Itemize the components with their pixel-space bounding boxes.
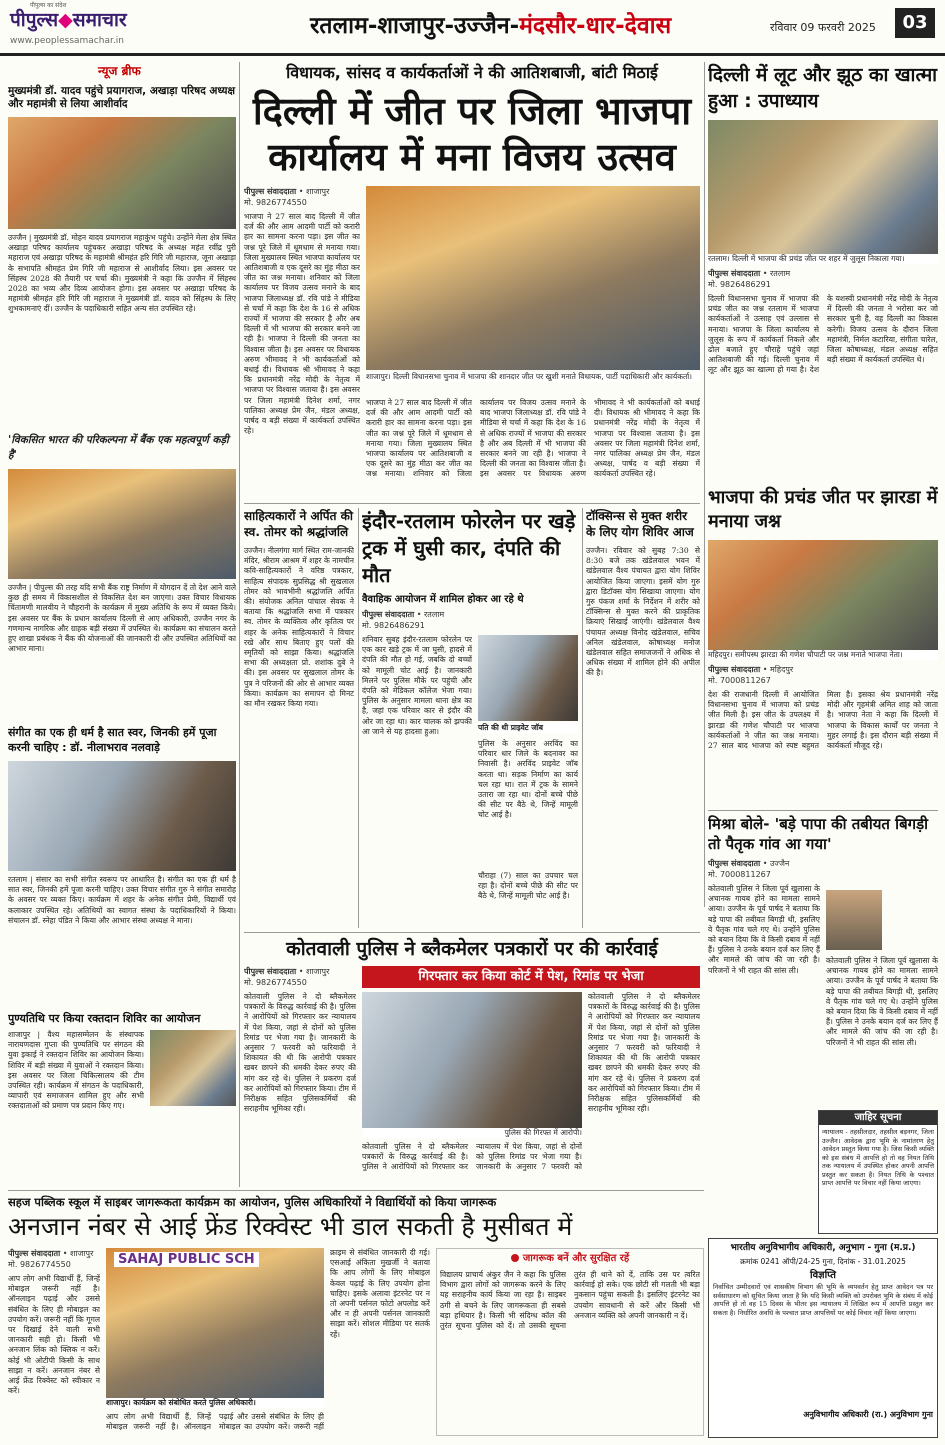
awareness-box — [436, 1248, 704, 1436]
awareness-text-1: विद्यालय प्राचार्य अंकुर जैन ने कहा कि पुलिस विभाग द्वारा लोगों को जागरूक करने के लिए यह सराहनीय कार्य किया जा रहा है। साइबर ठगी से बचने के लिए जागरूकता ही सबसे बड़ा हथियार है। किसी भी संदिग्ध कॉल की तुरंत सूचना पुलिस को दें। — [440, 1270, 566, 1331]
cyber-story — [8, 1194, 704, 1442]
fourlane-story — [362, 508, 578, 928]
kotwali-photo — [362, 992, 582, 1128]
mishra-photo — [826, 890, 882, 950]
tribute-body: उज्जैन। नीलगंगा मार्ग स्थित राम-जानकी मंदिर, श्रीराम आश्रम में शहर के नामचीन कवि-साहित्यकारों ने वरिष्ठ पत्रकार, साहित्य संपादक सुप्रसिद्ध श्री सुखलाल तोमर को भावभीनी श्रद्धांजलि अर्पित की। संयोजक अनिल पांचाल सेवक ने बताया कि श्रद्धांजलि सभा में पत्रकार स्व. तोमर के व्यक्तित्व और कृतित्व पर शहर के अनेक साहित्यकारों ने विचार रखे और साथ बिताए हुए पलों की स्मृतियों को साझा किया। श्रद्धांजलि सभा की अध्यक्षता प्रो. शशांक दुबे ने की। इस अवसर पर सुखलाल तोमर के पुत्र ने परिजनों की ओर से आभार व्यक्त किया। कार्यक्रम का समापन दो मिनट का मौन रखकर किया गया। — [244, 546, 354, 709]
story1-body: उज्जैन | मुख्यमंत्री डॉ. मोहन यादव प्रयागराज महाकुंभ पहुंचे। उन्होंने मेला क्षेत्र स्थित अखाड़ा परिषद कार्यालय पहुंचकर अखाड़ा परिषद के अध्यक्ष महंत रवींद्र पुरी महाराज एवं अखाड़ा परिषद के महामंत्री श्रीमहंत हरि गिरि जी महाराज, जूना अखाड़ा के सभापति श्रीमहंत प्रेम गिरि जी महाराज से आशीर्वाद लिया। इस अवसर पर सिंहस्थ 2028 की तैयारी पर चर्चा की। मुख्यमंत्री ने कहा कि उज्जैन में सिंहस्थ 2028 का भव्य और दिव्य आयोजन होगा। इस अवसर पर अखाड़ा परिषद के महामंत्री श्रीमहंत हरि गिरि जी महाराज ने मुख्यमंत्री डॉ. यादव को सिंहस्थ के लिए शुभकामनाएं दीं। उज्जैन के पदाधिकारी सहित अन्य संत उपस्थित रहे। — [8, 233, 236, 314]
mishra-byline: पीपुल्स संवाददाता • उज्जैन — [708, 859, 790, 868]
tender-head: भारतीय अनुविभागीय अधिकारी, अनुभाग - गुना (म.प्र.) — [730, 1243, 916, 1253]
fourlane-body3: चौराहा (7) साल का उपचार चल रहा है। दोनों बच्चे पीछे की सीट पर बैठे थे, जिन्हें मामूली चोट आई है। — [478, 871, 578, 901]
byline-tag: पीपुल्स संवाददाता — [362, 610, 415, 619]
newspaper-logo[interactable]: पीपुल्स◆समाचार — [10, 9, 127, 31]
news-brief-label: न्यूज ब्रीफ — [98, 64, 141, 78]
tagline: पीपुल्स का संदेश — [30, 2, 67, 9]
yoga-headline[interactable]: टॉक्सिन्स से मुक्त शरीर के लिए योग शिविर आज — [586, 509, 694, 539]
story4-body: शाजापुर | वैश्य महासम्मेलन के संस्थापक नारायणदास गुप्ता की पुण्यतिथि पर संगठन की युवा इकाई ने रक्तदान शिविर का आयोजन किया। शिविर में बड़ी संख्या में युवाओं ने रक्तदान किया। इस अवसर पर जिला चिकित्सालय की टीम उपस्थित रही। कार्यक्रम में संगठन के पदाधिकारी, व्यापारी एवं समाजजन शामिल हुए और सभी रक्तदाताओं को प्रमाण पत्र प्रदान किए गए। — [8, 1030, 144, 1111]
story1-headline[interactable]: मुख्यमंत्री डॉ. यादव पहुंचे प्रयागराज, अखाड़ा परिषद अध्यक्ष और महामंत्री से लिया आशीर्वाद — [8, 85, 236, 110]
jharda-headline[interactable]: भाजपा की प्रचंड जीत पर झारडा में मनाया जश्न — [708, 487, 938, 532]
mishra-story — [708, 814, 938, 1104]
section-rule — [708, 810, 938, 811]
lead-byline: पीपुल्स संवाददाता • शाजापुर — [244, 187, 330, 196]
yoga-story — [586, 508, 700, 928]
cyber-photo — [106, 1248, 324, 1398]
right-top-story — [708, 62, 938, 480]
masthead — [0, 0, 945, 56]
right-top-body: दिल्ली विधानसभा चुनाव में भाजपा की प्रचंड जीत का जश्न रतलाम में भाजपा कार्यकर्ताओं ने उत्साह एवं उल्लास से मनाया। भाजपा के जिला कार्यालय से जुलूस के रूप में कार्यकर्ता निकले और ढोल बजाते हुए चौराहे पहुंचे जहां आतिशबाजी की गई। दिल्ली चुनाव में लूट और झूठ का खात्मा हो गया है। देश के यशस्वी प्रधानमंत्री नरेंद्र मोदी के नेतृत्व में दिल्ली की जनता ने भरोसा कर जो सरकार चुनी है, वह दिल्ली का विकास करेगी। विजय उत्सव के दौरान जिला महामंत्री, निर्मल कटारिया, संगीता चारेल, जिला कोषाध्यक्ष, मंडल अध्यक्ष सहित बड़ी संख्या में कार्यकर्ता उपस्थित थे। — [708, 294, 938, 375]
column-rule — [582, 508, 583, 928]
lead-kicker: विधायक, सांसद व कार्यकर्ताओं ने की आतिशबाजी, बांटी मिठाई — [286, 63, 658, 82]
jharda-photo — [708, 540, 938, 650]
mishra-body: कोतवाली पुलिस ने जिला पूर्व खुलासा के अचानक गायब होने का मामला सामने आया। उज्जैन के पूर्व पार्षद ने बताया कि बड़े पापा की तबीयत बिगड़ी थी, इसलिए वे पैतृक गांव चले गए थे। उन्होंने पुलिस को बयान दिया कि वे किसी दबाव में नहीं हैं। पुलिस ने उनके बयान दर्ज कर लिए हैं और मामले की जांच की जा रही है। परिजनों ने भी राहत की सांस ली। — [708, 884, 820, 975]
story3-body: रतलाम | संसार का सभी संगीत स्वरूप पर आधारित है। संगीत का एक ही धर्म है सात स्वर, जिनकी हमें पूजा करनी चाहिए। उक्त विचार संगीत गुरु ने संगीत समारोह के अवसर पर व्यक्त किए। कार्यक्रम में शहर के अनेक संगीत प्रेमी, विद्यार्थी एवं कलाकार उपस्थित रहे। अतिथियों का स्वागत संस्था के पदाधिकारियों ने किया। संचालन डॉ. स्नेहा पंडित ने किया और आभार संस्था अध्यक्ष ने माना। — [8, 875, 236, 925]
story1-photo — [8, 117, 236, 229]
public-notice — [818, 1110, 938, 1234]
byline-tag: पीपुल्स संवाददाता — [8, 1249, 61, 1258]
cyber-headline[interactable]: अनजान नंबर से आई फ्रेंड रिक्वेस्ट भी डाल सकती है मुसीबत में — [8, 1212, 573, 1241]
tribute-story — [244, 508, 354, 928]
byline-place: उज्जैन — [770, 859, 790, 868]
byline-place: शाजापुर — [70, 1249, 94, 1258]
kotwali-phone: मो. 9826774550 — [244, 978, 307, 987]
fourlane-body1: शनिवार सुबह इंदौर-रतलाम फोरलेन पर एक कार खड़े ट्रक में जा घुसी, हादसे में दंपति की मौत हो गई, जबकि दो बच्चों को मामूली चोट आई है। जानकारी मिलने पर पुलिस मौके पर पहुंची और दंपति को मेडिकल कॉलेज भेजा गया। पुलिस के अनुसार मामला थाना क्षेत्र का है, जहां एक परिवार कार से इंदौर की ओर जा रहा था। कार चालक को झपकी आ जाने से यह हादसा हुआ। — [362, 635, 472, 736]
tender-ref: क्रमांक 0241 ऑपी/24-25 गुना, दिनांक - 31.01.2025 — [740, 1257, 906, 1266]
kotwali-body-bottom: कोतवाली पुलिस ने दो ब्लैकमेलर पत्रकारों के विरुद्ध कार्रवाई की है। पुलिस ने आरोपियों को गिरफ्तार कर न्यायालय में पेश किया, जहां से दोनों को पुलिस रिमांड पर भेजा गया है। जानकारी के अनुसार 7 फरवरी को — [362, 1142, 582, 1172]
kotwali-story — [244, 936, 700, 1184]
mishra-body-cont: कोतवाली पुलिस ने जिला पूर्व खुलासा के अचानक गायब होने का मामला सामने आया। उज्जैन के पूर्व पार्षद ने बताया कि बड़े पापा की तबीयत बिगड़ी थी, इसलिए वे पैतृक गांव चले गए थे। उन्होंने पुलिस को बयान दिया कि वे किसी दबाव में नहीं हैं। पुलिस ने उनके बयान दर्ज कर लिए हैं और मामले की जांच की जा रही है। परिजनों ने भी राहत की सांस ली। — [826, 956, 938, 1047]
story2-headline[interactable]: 'विकसित भारत की परिकल्पना में बैंक एक महत्वपूर्ण कड़ी है' — [8, 434, 229, 461]
kotwali-byline: पीपुल्स संवाददाता • शाजापुर — [244, 967, 330, 976]
right-top-photo — [708, 120, 938, 254]
section-rule — [244, 503, 700, 504]
byline-tag: पीपुल्स संवाददाता — [244, 967, 297, 976]
right-top-phone: मो. 9826486291 — [708, 280, 771, 289]
tender-title: विज्ञप्ति — [810, 1270, 836, 1281]
awareness-body — [440, 1270, 700, 1430]
right-top-headline[interactable]: दिल्ली में लूट और झूठ का खात्मा हुआ : उपाध्याय — [708, 64, 938, 112]
fourlane-phone: मो. 9826486291 — [362, 621, 425, 630]
fourlane-caption: पति की थी प्राइवेट जॉब — [478, 723, 578, 733]
kotwali-headline[interactable]: कोतवाली पुलिस ने ब्लैकमेलर पत्रकारों पर की कार्रवाई — [286, 938, 658, 960]
logo-left: पीपुल्स — [10, 9, 59, 31]
page-date: रविवार 09 फरवरी 2025 — [770, 21, 876, 34]
section-rule — [244, 932, 700, 933]
section-rule — [8, 1190, 704, 1191]
byline-tag: पीपुल्स संवाददाता — [244, 187, 297, 196]
tender-signature: अनुविभागीय अधिकारी (रा.) अनुविभाग गुना — [803, 1410, 933, 1419]
story4-photo — [150, 1030, 236, 1106]
lead-body-col1: भाजपा ने 27 साल बाद दिल्ली में जीत दर्ज की और आम आदमी पार्टी को करारी हार का सामना करना पड़ा। इस जीत का जश्न पूरे जिले में धूमधाम से मनाया गया। जिला मुख्यालय स्थित भाजपा कार्यालय पर आतिशबाजी व एक दूसरे का मुंह मीठा कर जीत का जश्न मनाया। शनिवार को जिला कार्यालय पर विजय उत्सव मनाने के बाद भाजपा जिलाध्यक्ष डॉ. रवि पांडे ने मीडिया से चर्चा में कहा कि देश के 16 से अधिक राज्यों में भाजपा की सरकार है और अब दिल्ली में भी भाजपा की सरकार बनने जा रही है। भाजपा ने दिल्ली की जनता का विश्वास जीता है। इस अवसर पर विधायक अरुण भीमावद ने भी कार्यकर्ताओं को बधाई दी। विधायक श्री भीमावद ने कहा कि प्रधानमंत्री नरेंद्र मोदी के नेतृत्व में भाजपा पर विश्वास जताया है। इस अवसर पर जिला महामंत्री दिनेश शर्मा, नगर पालिका अध्यक्ष प्रेम जैन, मंडल अध्यक्ष, पार्षद व बड़ी संख्या में कार्यकर्ता उपस्थित रहे। — [244, 212, 360, 436]
bullet-icon — [511, 1254, 519, 1262]
school-sign: SAHAJ PUBLIC SCH — [114, 1252, 259, 1267]
edition-red: मंदसौर-धार-देवास — [519, 13, 672, 39]
story3-photo — [8, 761, 236, 871]
byline-tag: पीपुल्स संवाददाता — [708, 665, 761, 674]
mishra-headline[interactable]: मिश्रा बोले- 'बड़े पापा की तबीयत बिगड़ी तो पैतृक गांव आ गया' — [708, 815, 928, 853]
byline-tag: पीपुल्स संवाददाता — [708, 269, 761, 278]
tender-body: निर्वाचित उम्मीदवारों एवं शासकीय विभाग की भूमि के व्यपवर्तन हेतु प्राप्त आवेदन पत्र पर सर्वसाधारण को सूचित किया जाता है कि यदि किसी व्यक्ति को उपरोक्त भूमि के संबंध में कोई आपत्ति हो तो वह 15 दिवस के भीतर इस न्यायालय में लिखित रूप में आपत्ति प्रस्तुत कर सकता है। निर्धारित अवधि के पश्चात प्राप्त आपत्तियों पर कोई विचार नहीं किया जाएगा। — [713, 1283, 933, 1317]
cyber-body2: क्राइम से संबंधित जानकारी दी गई। एसआई अंकिता मुखर्जी ने बताया कि आप लोगों के लिए मोबाइल केवल पढ़ाई के लिए उपयोग होना चाहिए। इसके अलावा इंटरनेट पर न तो अपनी पर्सनल फोटो अपलोड करें और न ही अपनी पर्सनल जानकारी साझा करें। सोशल मीडिया पर सतर्क रहें। — [330, 1248, 430, 1339]
story2-photo — [8, 469, 236, 579]
jharda-caption: महिदपुर। समीपस्थ झारडा की गणेश चौपाटी पर जश्न मनाते भाजपा नेता। — [708, 650, 938, 660]
lead-photo-caption: शाजापुर। दिल्ली विधानसभा चुनाव में भाजपा की शानदार जीत पर खुशी मनाते विधायक, पार्टी पदाधिकारी और कार्यकर्ता। — [366, 372, 700, 382]
logo-right: समाचार — [72, 9, 127, 31]
byline-place: महिदपुर — [770, 665, 794, 674]
byline-place: शाजापुर — [306, 187, 330, 196]
story3-headline[interactable]: संगीत का एक ही धर्म है सात स्वर, जिनकी हमें पूजा करनी चाहिए : डॉ. नीलाभराव नलवाड़े — [8, 726, 217, 754]
column-rule — [358, 508, 359, 928]
fourlane-byline: पीपुल्स संवाददाता • रतलाम — [362, 610, 445, 619]
box-title-text: जागरूक बनें और सुरक्षित रहें — [522, 1253, 630, 1264]
notice-title: जाहिर सूचना — [819, 1111, 937, 1125]
right-top-caption: रतलाम। दिल्ली में भाजपा की प्रचंड जीत पर शहर में जुलूस निकाला गया। — [708, 254, 938, 264]
byline-place: रतलाम — [770, 269, 791, 278]
notice-body: न्यायालय - तहसीलदार, तहसील बड़नगर, जिला उज्जैन। आवेदक द्वारा भूमि के नामांतरण हेतु आवेदन प्रस्तुत किया गया है। जिस किसी व्यक्ति को इस संबंध में आपत्ति हो तो वह नियत तिथि तक न्यायालय में उपस्थित होकर अपनी आपत्ति प्रस्तुत कर सकता है। नियत तिथि के पश्चात प्राप्त आपत्ति पर विचार नहीं किया जाएगा। — [822, 1128, 934, 1187]
lead-headline[interactable]: दिल्ली में जीत पर जिला भाजपा कार्यालय में मना विजय उत्सव — [252, 89, 692, 179]
column-rule — [704, 62, 705, 907]
cyber-body1-cont: आप लोग अभी विद्यार्थी हैं, जिन्हें मोबाइल जरूरी नहीं है। ऑनलाइन पढ़ाई और उससे संबंधित के लिए ही मोबाइल का उपयोग करें। जरूरी नहीं — [106, 1412, 324, 1432]
byline-place: शाजापुर — [306, 967, 330, 976]
left-column — [8, 62, 236, 1187]
lead-story — [244, 62, 700, 500]
edition-main: रतलाम-शाजापुर-उज्जैन- — [310, 13, 520, 39]
jharda-phone: मो. 7000811267 — [708, 676, 771, 685]
lead-body-cont: भाजपा ने 27 साल बाद दिल्ली में जीत दर्ज की और आम आदमी पार्टी को करारी हार का सामना करना पड़ा। इस जीत का जश्न पूरे जिले में धूमधाम से मनाया गया। जिला मुख्यालय स्थित भाजपा कार्यालय पर आतिशबाजी व एक दूसरे का मुंह मीठा कर जीत का जश्न मनाया। शनिवार को जिला कार्यालय पर विजय उत्सव मनाने के बाद भाजपा जिलाध्यक्ष डॉ. रवि पांडे ने मीडिया से चर्चा में कहा कि देश के 16 से अधिक राज्यों में भाजपा की सरकार है और अब दिल्ली में भी भाजपा की सरकार बनने जा रही है। भाजपा ने दिल्ली की जनता का विश्वास जीता है। इस अवसर पर विधायक अरुण भीमावद ने भी कार्यकर्ताओं को बधाई दी। विधायक श्री भीमावद ने कहा कि प्रधानमंत्री नरेंद्र मोदी के नेतृत्व में भाजपा पर विश्वास जताया है। इस अवसर पर जिला महामंत्री दिनेश शर्मा, नगर पालिका अध्यक्ष प्रेम जैन, मंडल अध्यक्ष, पार्षद व बड़ी संख्या में कार्यकर्ता उपस्थित रहे। — [366, 398, 700, 479]
kotwali-banner: गिरफ्तार कर किया कोर्ट में पेश, रिमांड पर भेजा — [362, 966, 700, 988]
cyber-caption: शाजापुर। कार्यक्रम को संबोधित करते पुलिस अधिकारी। — [106, 1398, 324, 1408]
story4-headline[interactable]: पुण्यतिथि पर किया रक्तदान शिविर का आयोजन — [8, 1012, 201, 1025]
jharda-byline: पीपुल्स संवाददाता • महिदपुर — [708, 665, 794, 674]
awareness-text-2: तो उसकी सूचना तुरंत ही थाने को दें, ताकि उस पर त्वरित कार्रवाई हो सके। एक छोटी सी गलती भी बड़ा नुकसान पहुंचा सकती है। इसलिए इंटरनेट का उपयोग सावधानी से करें और किसी भी अनजान व्यक्ति को अपनी जानकारी न दें। — [518, 1270, 700, 1331]
fourlane-headline[interactable]: इंदौर-रतलाम फोरलेन पर खड़े ट्रक में घुसी कार, दंपति की मौत — [362, 509, 576, 587]
kotwali-caption: पुलिस की गिरफ्त में आरोपी। — [362, 1128, 582, 1138]
cyber-phone: मो. 9826774550 — [8, 1260, 71, 1269]
right-top-byline: पीपुल्स संवाददाता • रतलाम — [708, 269, 791, 278]
tribute-headline[interactable]: साहित्यकारों ने अर्पित की स्व. तोमर को श्रद्धांजलि — [244, 509, 353, 539]
lead-photo — [366, 186, 700, 370]
yoga-body: उज्जैन। रविवार को सुबह 7:30 से 8:30 बजे तक खंडेलवाल भवन में खंडेलवाल वैश्य पंचायत द्वारा योग शिविर आयोजित किया जाएगा। इसमें योग गुरु द्वारा डिटॉक्स योग सिखाया जाएगा। योग गुरु पंकज शर्मा के निर्देशन में शरीर को टॉक्सिन्स से मुक्त करने की प्राकृतिक क्रियाएं सिखाई जाएंगी। खंडेलवाल वैश्य पंचायत अध्यक्ष विनोद खंडेलवाल, सचिव अनिल खंडेलवाल, कोषाध्यक्ष मनोज खंडेलवाल सहित समाजजनों ने अधिक से अधिक संख्या में शामिल होने की अपील की है। — [586, 546, 700, 678]
mishra-phone: मो. 7000811267 — [708, 870, 771, 879]
byline-tag: पीपुल्स संवाददाता — [708, 859, 761, 868]
fourlane-subhead: वैवाहिक आयोजन में शामिल होकर आ रहे थे — [362, 594, 524, 605]
edition-title — [310, 8, 671, 40]
cyber-kicker: सहज पब्लिक स्कूल में साइबर जागरूकता कार्यक्रम का आयोजन, पुलिस अधिकारियों ने विद्यार्थियों को किया जागरूक — [8, 1195, 497, 1209]
cyber-byline: पीपुल्स संवाददाता • शाजापुर — [8, 1249, 94, 1258]
tender-notice — [708, 1238, 938, 1438]
fourlane-photo — [478, 635, 578, 721]
byline-place: रतलाम — [424, 610, 445, 619]
awareness-box-title — [440, 1252, 700, 1266]
lead-byline-phone: मो. 9826774550 — [244, 198, 307, 207]
website-link[interactable]: www.peoplessamachar.in — [10, 36, 124, 46]
cyber-body1: आप लोग अभी विद्यार्थी हैं, जिन्हें मोबाइल जरूरी नहीं है। ऑनलाइन पढ़ाई और उससे संबंधित के लिए ही मोबाइल का उपयोग करें। जरूरी नहीं कि गूगल पर दिखाई देने वाली सभी जानकारी सही हो। किसी भी अनजान लिंक को क्लिक न करें। कोई भी ओटीपी किसी के साथ साझा न करें। अनजान नंबर से आई फ्रेंड रिक्वेस्ट को स्वीकार न करें। — [8, 1274, 100, 1396]
story2-body: उज्जैन | पीपुल्स की तरह यदि सभी बैंक राष्ट्र निर्माण में योगदान दें तो देश आने वाले कुछ ही समय में विकासशील से विकसित देश बन जाएगा। उक्त विचार विधायक चिंतामणी मालवीय ने चौहरानी के कार्यक्रम में मुख्य अतिथि के रूप में व्यक्त किये। इस अवसर पर बैंक के प्रधान कार्यालय दिल्ली से आए अधिकारी, उज्जैन नगर के गणमान्य नागरिक और ग्राहक बड़ी संख्या में उपस्थित थे। कार्यक्रम का संचालन करते हुए शाखा प्रबंधक ने बैंक की योजनाओं की जानकारी दी और उपस्थित अतिथियों का आभार माना। — [8, 583, 236, 654]
kotwali-body-cont: कोतवाली पुलिस ने दो ब्लैकमेलर पत्रकारों के विरुद्ध कार्रवाई की है। पुलिस ने आरोपियों को गिरफ्तार कर न्यायालय में पेश किया, जहां से दोनों को पुलिस रिमांड पर भेजा गया है। जानकारी के अनुसार 7 फरवरी को फरियादी ने शिकायत की थी कि आरोपी पत्रकार खबर छापने की धमकी देकर रुपए की मांग कर रहे थे। पुलिस ने प्रकरण दर्ज कर आरोपियों को गिरफ्तार किया। टीम में निरीक्षक सहित पुलिसकर्मियों की सराहनीय भूमिका रही। — [588, 992, 700, 1114]
kotwali-body: कोतवाली पुलिस ने दो ब्लैकमेलर पत्रकारों के विरुद्ध कार्रवाई की है। पुलिस ने आरोपियों को गिरफ्तार कर न्यायालय में पेश किया, जहां से दोनों को पुलिस रिमांड पर भेजा गया है। जानकारी के अनुसार 7 फरवरी को फरियादी ने शिकायत की थी कि आरोपी पत्रकार खबर छापने की धमकी देकर रुपए की मांग कर रहे थे। पुलिस ने प्रकरण दर्ज कर आरोपियों को गिरफ्तार किया। टीम में निरीक्षक सहित पुलिसकर्मियों की सराहनीय भूमिका रही। — [244, 992, 356, 1114]
jharda-body: देश की राजधानी दिल्ली में आयोजित विधानसभा चुनाव में भाजपा को प्रचंड जीत मिली है। इस जीत के उपलक्ष्य में झारडा की गणेश चौपाटी पर भाजपा कार्यकर्ताओं ने जीत का जश्न मनाया। 27 साल बाद भाजपा को स्पष्ट बहुमत मिला है। इसका श्रेय प्रधानमंत्री नरेंद्र मोदी और गृहमंत्री अमित शाह को जाता है। भाजपा नेता ने कहा कि दिल्ली में भाजपा के विकास कार्यों पर जनता ने मुहर लगाई है। इस दौरान बड़ी संख्या में कार्यकर्ता मौजूद रहे। — [708, 690, 938, 751]
fourlane-body2: पुलिस के अनुसार अरविंद का परिवार धार जिले के बदनावर का निवासी है। अरविंद प्राइवेट जॉब करता था। सड़क निर्माण का कार्य चल रहा था। रात में ट्रक के सामने उतारा जा रहा था। दोनों बच्चे पीछे की सीट पर बैठे थे, जिन्हें मामूली चोट आई है। — [478, 739, 578, 820]
jharda-story — [708, 486, 938, 804]
page-number: 03 — [895, 8, 935, 38]
column-rule — [239, 62, 240, 1187]
